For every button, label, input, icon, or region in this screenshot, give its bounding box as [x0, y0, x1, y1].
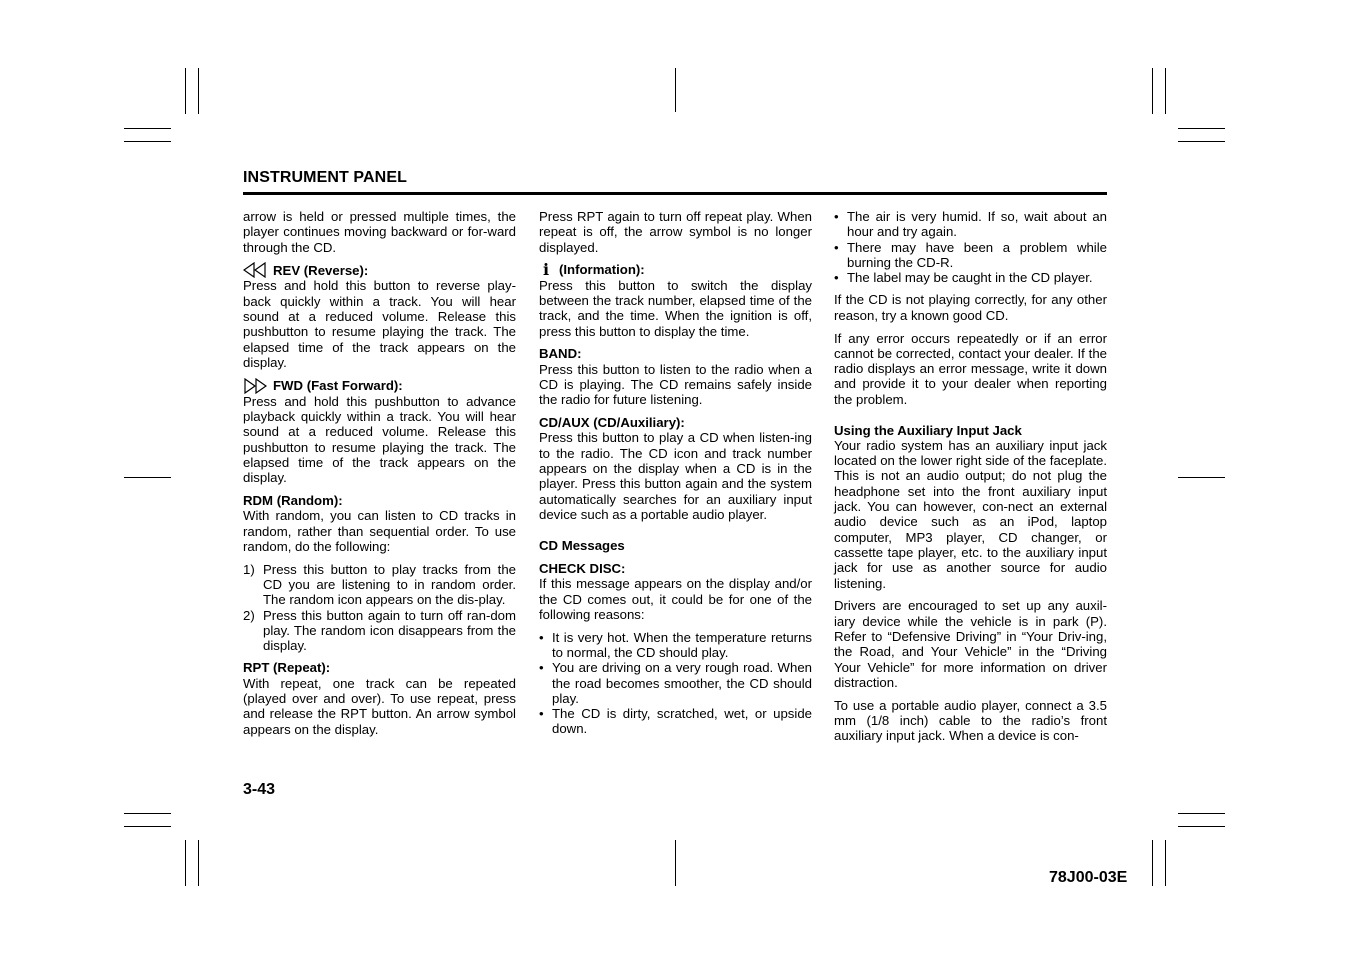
crop-mark: [124, 477, 171, 478]
list-item: [539, 706, 812, 737]
band-heading: BAND:: [539, 346, 582, 362]
bullet: •: [539, 660, 544, 676]
rdm-steps: [243, 562, 516, 654]
rev-section: [243, 262, 516, 370]
list-item-text: There may have been a problem while burning the CD-R.: [847, 239, 1107, 270]
band-text: Press this button to listen to the radio when a CD is playing. The CD remains safely inside the radio for future listening.: [539, 361, 812, 408]
list-item-text: You are driving on a very rough road. When the road becomes smoother, the CD should play.: [552, 660, 812, 706]
aux-heading: Using the Auxiliary Input Jack: [834, 422, 1022, 438]
crop-mark: [1165, 840, 1166, 886]
paragraph: Drivers are encouraged to set up any auxil-iary device while the vehicle is in park (P). Refer to “Defensive Driving” in “Your Driv-ing, the Road, and Your Vehicle” in the “Driving Your Vehicle” for more information on driver distraction.: [834, 598, 1107, 690]
crop-mark: [1178, 477, 1225, 478]
list-item-text: Press this button again to turn off ran-dom play. The random icon disappears from the display.: [263, 607, 516, 654]
crop-mark: [124, 128, 171, 129]
rpt-heading: RPT (Repeat):: [243, 660, 331, 676]
list-item-text: Press this button to play tracks from the CD you are listening to in random order. The random icon appears on the dis-play.: [263, 561, 516, 608]
list-item-text: The air is very humid. If so, wait about an hour and try again.: [847, 209, 1107, 240]
fwd-heading: [243, 378, 516, 394]
rpt-section: [243, 660, 516, 736]
check-disc-heading: CHECK DISC:: [539, 560, 626, 576]
info-heading-text: (Information):: [559, 262, 645, 278]
list-item: [243, 562, 516, 608]
crop-mark: [1178, 826, 1225, 827]
fwd-section: [243, 378, 516, 486]
fwd-heading-text: FWD (Fast Forward):: [273, 378, 403, 394]
list-item: [834, 240, 1107, 271]
rev-heading-text: REV (Reverse):: [273, 262, 369, 278]
cd-messages-heading: CD Messages: [539, 537, 625, 553]
crop-mark: [1165, 68, 1166, 114]
section-title: INSTRUMENT PANEL: [243, 169, 407, 186]
list-item: [539, 630, 812, 661]
bullet: •: [834, 270, 839, 286]
column-1: [243, 209, 516, 744]
list-marker: 1): [243, 561, 255, 577]
paragraph: If the CD is not playing correctly, for any other reason, try a known good CD.: [834, 292, 1107, 323]
paragraph: To use a portable audio player, connect a 3.5 mm (1/8 inch) cable to the radio’s front auxiliary input jack. When a device is con-: [834, 697, 1107, 744]
bullet: •: [834, 209, 839, 224]
crop-mark: [1152, 840, 1153, 886]
bullet: •: [834, 239, 839, 255]
band-section: [539, 346, 812, 407]
crop-mark: [1178, 813, 1225, 814]
rev-heading: [243, 262, 516, 278]
crop-mark: [198, 68, 199, 114]
rev-text: Press and hold this button to reverse play-back quickly within a track. You will hear sound at a reduced volume. Release this pushbutton to resume playing the track. The elapsed time of the track appears on the display.: [243, 278, 516, 370]
paragraph: If any error occurs repeatedly or if an error cannot be corrected, contact your dealer. If the radio displays an error message, write it down and provide it to your dealer when reporting the problem.: [834, 330, 1107, 407]
crop-mark: [1152, 68, 1153, 114]
bullet: •: [539, 629, 544, 645]
crop-mark: [124, 826, 171, 827]
list-item-text: It is very hot. When the temperature returns to normal, the CD should play.: [552, 629, 812, 660]
cdaux-heading: CD/AUX (CD/Auxiliary):: [539, 415, 685, 431]
list-item: [834, 270, 1107, 285]
list-item: [539, 660, 812, 706]
column-3: [834, 209, 1107, 751]
paragraph: Press RPT again to turn off repeat play. When repeat is off, the arrow symbol is no longer displayed.: [539, 209, 812, 255]
crop-mark: [198, 840, 199, 886]
info-heading: [539, 260, 812, 280]
rewind-icon: [243, 262, 267, 278]
reasons-list-continued: [834, 209, 1107, 285]
document-code: 78J00-03E: [1049, 869, 1128, 886]
page-number: 3-43: [243, 781, 276, 798]
info-text: Press this button to switch the display between the track number, elapsed time of the track, and the time. When the ignition is off, press this button to display the time.: [539, 277, 812, 339]
bullet: •: [539, 706, 544, 722]
aux-text: Your radio system has an auxiliary input jack located on the lower right side of the faceplate. This is not an audio output; do not plug the headphone set into the front auxiliary input jack. You can however, con-nect an external audio device such as an iPod, laptop computer, MP3 player, CD changer, or cassette tape player, etc. to the auxiliary input jack for use as another source for audio listening.: [834, 437, 1107, 591]
header-rule: [243, 192, 1107, 195]
info-section: [539, 262, 812, 338]
list-item-text: The label may be caught in the CD player.: [847, 270, 1093, 286]
list-item: [243, 608, 516, 654]
crop-mark: [675, 840, 676, 886]
fast-forward-icon: [243, 378, 267, 394]
rpt-text: With repeat, one track can be repeated (played over and over). To use repeat, press and release the RPT button. An arrow symbol appears on the display.: [243, 675, 516, 737]
list-item: [834, 209, 1107, 240]
crop-mark: [124, 141, 171, 142]
check-disc-section: [539, 561, 812, 622]
fwd-text: Press and hold this pushbutton to advance playback quickly within a track. You will hear sound at a reduced volume. Release this pushbutton to resume playing the track. The elapsed time of the track appears on the display.: [243, 393, 516, 486]
rdm-text: With random, you can listen to CD tracks in random, rather than sequential order. To use random, do the following:: [243, 508, 516, 554]
list-item-text: The CD is dirty, scratched, wet, or upside down.: [552, 706, 812, 737]
info-icon: i: [542, 260, 550, 280]
rdm-section: [243, 493, 516, 554]
crop-mark: [675, 68, 676, 112]
aux-section: [834, 423, 1107, 591]
crop-mark: [185, 68, 186, 114]
reasons-list: [539, 630, 812, 737]
cdaux-section: [539, 415, 812, 522]
crop-mark: [1178, 128, 1225, 129]
column-2: [539, 209, 812, 744]
crop-mark: [124, 813, 171, 814]
check-disc-text: If this message appears on the display and/or the CD comes out, it could be for one of the following reasons:: [539, 576, 812, 622]
cdaux-text: Press this button to play a CD when listen-ing to the radio. The CD icon and track number appears on the display when a CD is in the player. Press this button again and the system automatically searches for an auxiliary input device such as a portable audio player.: [539, 430, 812, 522]
rdm-heading: RDM (Random):: [243, 492, 343, 508]
paragraph: arrow is held or pressed multiple times, the player continues moving backward or for-ward through the CD.: [243, 209, 516, 255]
crop-mark: [185, 840, 186, 886]
list-marker: 2): [243, 607, 255, 623]
crop-mark: [1178, 141, 1225, 142]
